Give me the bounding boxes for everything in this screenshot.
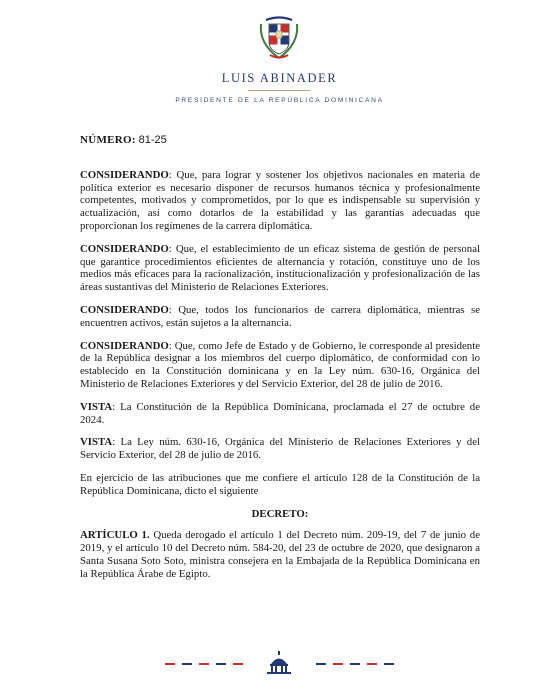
paragraph-text: : Que, todos los funcionarios de carrera diplomática, mientras se encuentren activos, están sujetos a la alternancia.	[80, 303, 480, 329]
footer-dash	[316, 663, 326, 665]
paragraph-heading: CONSIDERANDO	[80, 339, 169, 352]
footer-dash	[216, 663, 226, 665]
paragraph-text: : Que, para lograr y sostener los objetivos nacionales en materia de política exterior es necesario disponer de recursos humanos técnica y profesionalmente competentes, motivados y comprometidos, por lo que es indispensable su supervisión y actualización, así como dotarlos de la estabilidad y las garantías adecuadas que proporcionan los regímenes de la carrera diplomática.	[80, 168, 480, 232]
paragraph-text: : La Ley núm. 630-16, Orgánica del Ministerio de Relaciones Exteriores y del Servicio Exterior, del 28 de julio de 2016.	[80, 436, 480, 462]
paragraph-heading: VISTA	[80, 436, 113, 449]
header-divider	[248, 90, 310, 91]
articulo-text: Queda derogado el artículo 1 del Decreto núm. 209-19, del 7 de junio de 2019, y el artículo 10 del Decreto núm. 584-20, del 23 de octubre de 2020, que designaron a Santa Susana Soto Soto, ministra consejera en la Embajada de la República Dominicana en la República Árabe de Egipto.	[80, 529, 480, 580]
articulo-heading: ARTÍCULO 1.	[80, 529, 150, 542]
footer-dash	[333, 663, 343, 665]
footer-dash	[384, 663, 394, 665]
decree-number-label: NÚMERO:	[80, 134, 136, 146]
footer-dash	[199, 663, 209, 665]
footer-dash	[367, 663, 377, 665]
president-title: PRESIDENTE DE LA REPÚBLICA DOMINICANA	[175, 97, 384, 104]
considerando-1	[80, 169, 480, 233]
footer-dash	[165, 663, 175, 665]
paragraph-text: : La Constitución de la República Dominicana, proclamada el 27 de octubre de 2024.	[80, 400, 480, 426]
articulo-1	[80, 529, 480, 580]
considerando-2	[80, 243, 480, 294]
paragraph-heading: CONSIDERANDO	[80, 242, 169, 255]
paragraph-text: : Que, como Jefe de Estado y de Gobierno, le corresponde al presidente de la República designar a los miembros del cuerpo diplomático, de conformidad con lo establecido en la Constitución dominicana y en la Ley núm. 630-16, Orgánica del Ministerio de Relaciones Exteriores y del Servicio Exterior, del 28 de julio de 2016.	[80, 339, 480, 390]
paragraph-heading: VISTA	[80, 400, 113, 413]
paragraph-heading: CONSIDERANDO	[80, 303, 169, 316]
coat-of-arms-icon	[255, 14, 303, 62]
decreto-heading: DECRETO:	[251, 507, 309, 520]
paragraph-text: En ejercicio de las atribuciones que me confiere el artículo 128 de la Constitución de la República Dominicana, dicto el siguiente	[80, 471, 480, 497]
national-palace-dome-icon	[264, 651, 294, 675]
president-name: LUIS ABINADER	[221, 71, 338, 85]
considerando-4	[80, 340, 480, 391]
footer-dash	[182, 663, 192, 665]
considerando-3	[80, 304, 480, 330]
vista-1	[80, 401, 480, 427]
ejercicio-paragraph	[80, 472, 480, 498]
footer-dash	[233, 663, 243, 665]
footer-dash	[350, 663, 360, 665]
vista-2	[80, 436, 480, 462]
paragraph-heading: CONSIDERANDO	[80, 168, 169, 181]
decree-body	[80, 134, 480, 581]
paragraph-text: : Que, el establecimiento de un eficaz sistema de gestión de personal que garantice procedimientos eficientes de alternancia y rotación, constituye uno de los medios más eficaces para la racionalización, institucionalización y profesionalización de las áreas sustantivas del Ministerio de Relaciones Exteriores.	[80, 242, 480, 294]
decree-number-value: 81-25	[138, 134, 167, 146]
decree-number	[80, 134, 480, 147]
